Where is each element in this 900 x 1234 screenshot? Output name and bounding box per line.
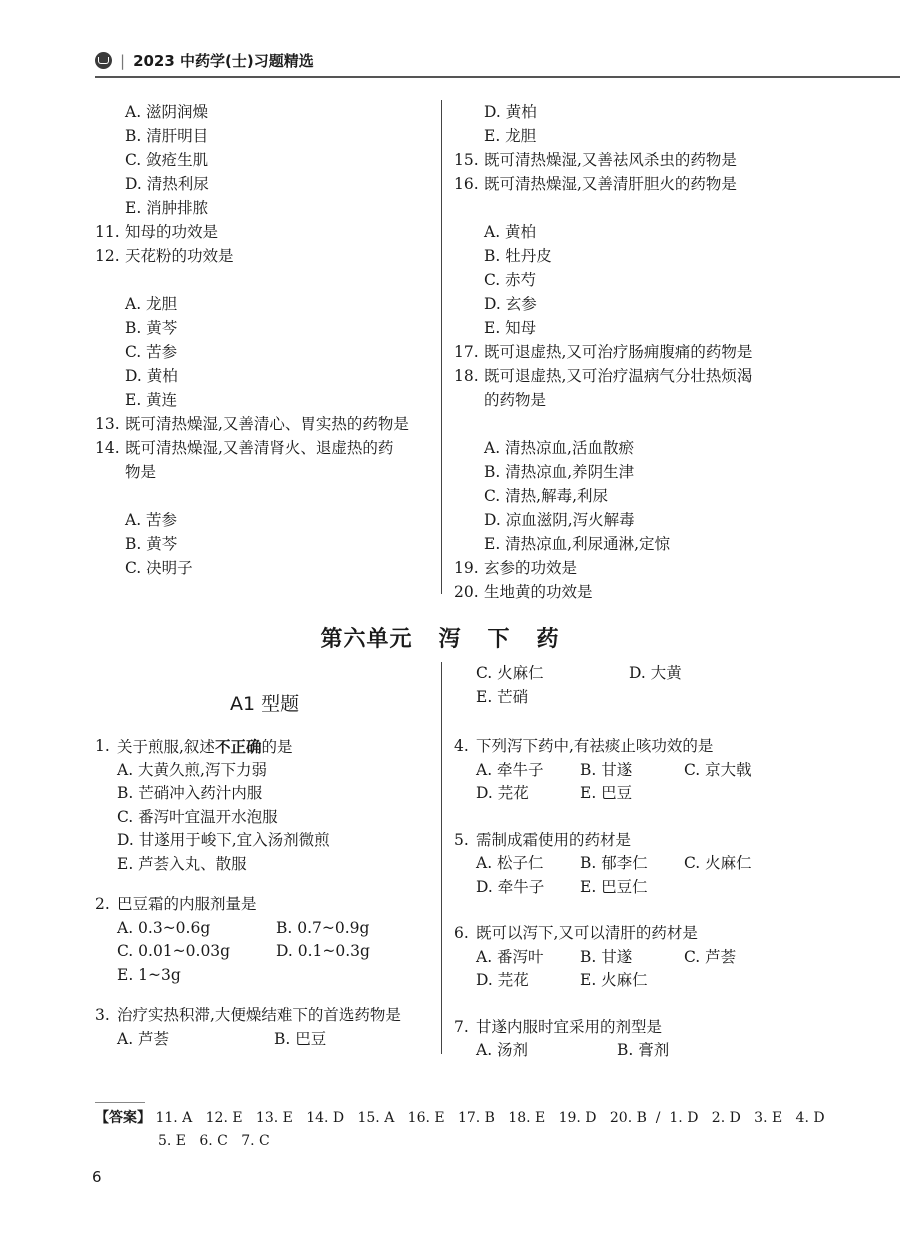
answer-line-1: 11. A 12. E 13. E 14. D 15. A 16. E 17. B 18. E 19. D 20. B / 1. D 2. D 3. E 4. D — [155, 1110, 825, 1126]
option: D. 凉血滋阴,泻火解毒 — [484, 511, 635, 529]
column-divider-top — [441, 100, 442, 594]
question-15: 15. 既可清热燥湿,又善祛风杀虫的药物是 — [454, 151, 737, 169]
question-20: 20. 生地黄的功效是 — [454, 583, 593, 601]
unit-title: 第六单元 泻 下 药 — [320, 626, 560, 652]
option-row: A. 汤剂 B. 膏剂 — [476, 1041, 670, 1059]
question-2: 2. 巴豆霜的内服剂量是 — [95, 895, 257, 913]
option: C. 番泻叶宜温开水泡服 — [117, 807, 278, 826]
header-rule — [95, 76, 900, 78]
option-row: C. 0.01~0.03g D. 0.1~0.3g — [117, 942, 370, 960]
question-14-continued: 物是 — [125, 463, 157, 481]
option: C. 苦参 — [125, 343, 178, 361]
option-row: D. 牵牛子 E. 巴豆仁 — [476, 877, 648, 896]
option: C. 赤芍 — [484, 271, 537, 289]
option-row: D. 芫花 E. 火麻仁 — [476, 971, 648, 989]
option: E. 消肿排脓 — [125, 199, 209, 217]
option: E. 知母 — [484, 319, 537, 337]
bottom-left-column — [95, 735, 435, 1051]
option: D. 黄柏 — [484, 103, 537, 121]
option: E. 芦荟入丸、散服 — [117, 854, 247, 873]
option: A. 龙胆 — [125, 295, 178, 313]
option: A. 清热凉血,活血散瘀 — [484, 439, 634, 457]
question-7: 7. 甘遂内服时宜采用的剂型是 — [454, 1017, 663, 1036]
question-18-continued: 的药物是 — [484, 391, 547, 409]
option: B. 芒硝冲入药汁内服 — [117, 784, 263, 802]
option-row: C. 火麻仁 D. 大黄 — [476, 664, 682, 682]
question-13: 13. 既可清热燥湿,又善清心、胃实热的药物是 — [95, 415, 409, 433]
option: B. 清热凉血,养阴生津 — [484, 463, 635, 481]
header-separator: | — [120, 51, 126, 70]
option: E. 黄连 — [125, 391, 178, 409]
question-18: 18. 既可退虚热,又可治疗温病气分壮热烦渴 — [454, 367, 753, 385]
book-icon — [95, 52, 112, 69]
option: D. 甘遂用于峻下,宜入汤剂微煎 — [117, 831, 330, 849]
section-title-a1: A1 型题 — [230, 693, 300, 715]
option: E. 龙胆 — [484, 127, 537, 145]
option-row: D. 芫花 E. 巴豆 — [476, 784, 633, 802]
option: B. 牡丹皮 — [484, 247, 552, 265]
option: D. 玄参 — [484, 295, 537, 313]
option: B. 清肝明目 — [125, 127, 209, 145]
option: D. 清热利尿 — [125, 175, 209, 193]
running-header — [95, 50, 314, 71]
option-row: A. 芦荟 B. 巴豆 — [117, 1029, 327, 1048]
option: A. 黄柏 — [484, 223, 537, 241]
top-right-column — [454, 100, 794, 604]
book-title: 2023 中药学(士)习题精选 — [133, 52, 314, 70]
question-14: 14. 既可清热燥湿,又善清肾火、退虚热的药 — [95, 439, 394, 457]
option-row: A. 0.3~0.6g B. 0.7~0.9g — [117, 918, 370, 937]
option-row: A. 番泻叶 B. 甘遂 C. 芦荟 — [476, 947, 737, 966]
answer-key — [95, 1107, 825, 1153]
option: C. 敛疮生肌 — [125, 151, 209, 169]
answer-line-2: 5. E 6. C 7. C — [158, 1133, 270, 1149]
option: C. 决明子 — [125, 559, 193, 577]
option: A. 大黄久煎,泻下力弱 — [117, 760, 267, 779]
column-divider-bottom — [441, 662, 442, 1054]
question-4: 4. 下列泻下药中,有祛痰止咳功效的是 — [454, 737, 714, 755]
question-1: 1. 关于煎服,叙述不正确的是 — [95, 737, 293, 756]
answer-rule — [95, 1102, 145, 1103]
question-11: 11. 知母的功效是 — [95, 223, 219, 241]
option: C. 清热,解毒,利尿 — [484, 487, 609, 505]
question-19: 19. 玄参的功效是 — [454, 559, 578, 577]
page-number: 6 — [92, 1168, 102, 1186]
option-row: E. 1~3g — [117, 965, 181, 984]
question-12: 12. 天花粉的功效是 — [95, 247, 234, 265]
top-left-column — [95, 100, 435, 580]
option-row: A. 牵牛子 B. 甘遂 C. 京大戟 — [476, 760, 752, 779]
option: A. 滋阴润燥 — [125, 103, 209, 121]
question-6: 6. 既可以泻下,又可以清肝的药材是 — [454, 924, 698, 942]
option-row: E. 芒硝 — [476, 687, 529, 706]
option: A. 苦参 — [125, 511, 178, 529]
question-17: 17. 既可退虚热,又可治疗肠痈腹痛的药物是 — [454, 343, 753, 361]
question-3: 3. 治疗实热积滞,大便燥结难下的首选药物是 — [95, 1006, 401, 1024]
option: B. 黄芩 — [125, 535, 178, 553]
option: D. 黄柏 — [125, 367, 178, 385]
option: B. 黄芩 — [125, 319, 178, 337]
bottom-right-column — [454, 662, 794, 1063]
option: E. 清热凉血,利尿通淋,定惊 — [484, 535, 671, 553]
option-row: A. 松子仁 B. 郁李仁 C. 火麻仁 — [476, 854, 752, 872]
answer-label: 【答案】 — [95, 1110, 151, 1126]
question-16: 16. 既可清热燥湿,又善清肝胆火的药物是 — [454, 175, 737, 193]
question-5: 5. 需制成霜使用的药材是 — [454, 830, 632, 849]
